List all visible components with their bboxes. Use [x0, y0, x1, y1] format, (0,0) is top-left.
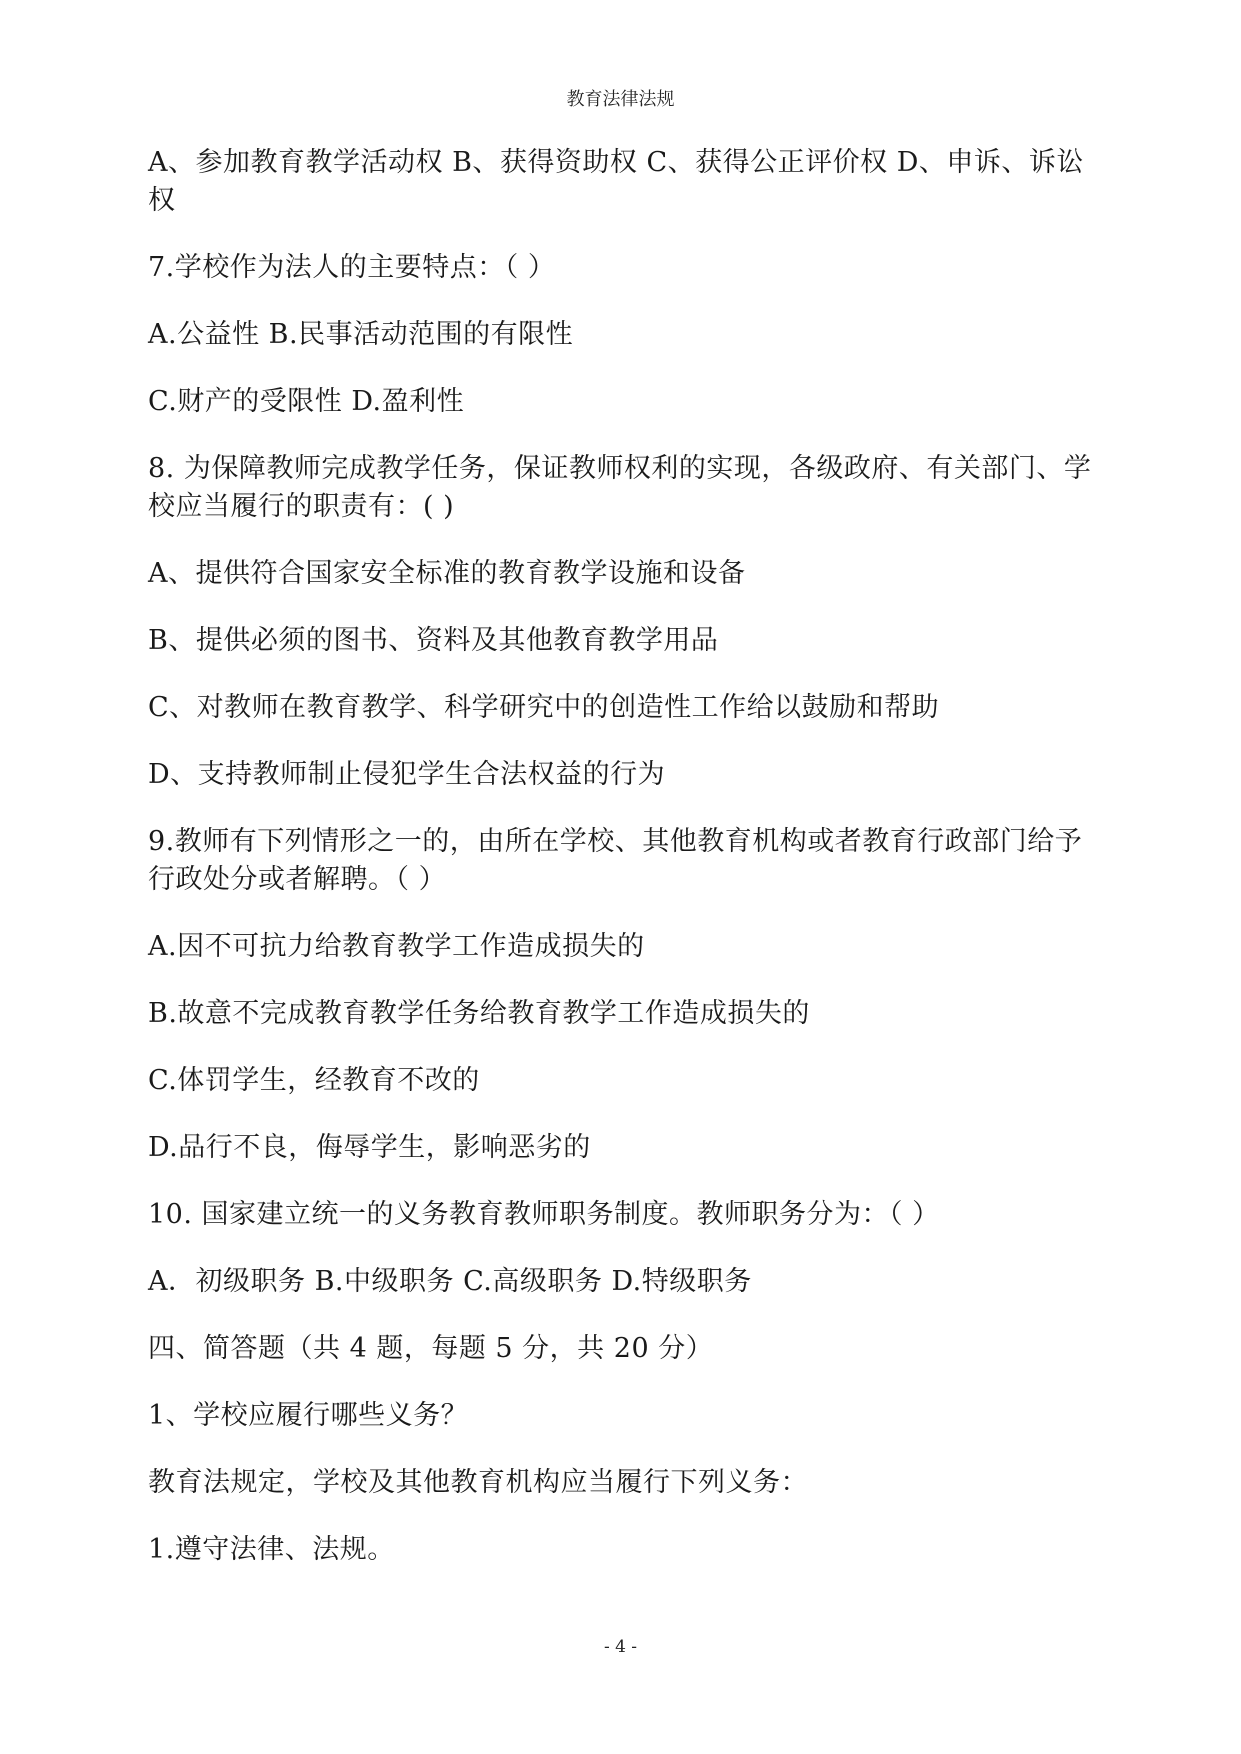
q8-question: 8. 为保障教师完成教学任务，保证教师权利的实现，各级政府、有关部门、学校应当履行的职责有：( )	[148, 453, 1092, 522]
q8-option-c: C、对教师在教育教学、科学研究中的创造性工作给以鼓励和帮助	[148, 692, 940, 723]
q10-options: A．初级职务 B.中级职务 C.高级职务 D.特级职务	[148, 1266, 752, 1297]
q8-option-d: D、支持教师制止侵犯学生合法权益的行为	[148, 759, 666, 790]
q7-options-cd: C.财产的受限性 D.盈利性	[148, 386, 465, 417]
q9-option-c: C.体罚学生，经教育不改的	[148, 1065, 480, 1096]
answer-item-1: 1.遵守法律、法规。	[148, 1534, 395, 1565]
q8-option-a: A、提供符合国家安全标准的教育教学设施和设备	[148, 558, 746, 589]
q9-option-d: D.品行不良，侮辱学生，影响恶劣的	[148, 1132, 591, 1163]
q9-option-a: A.因不可抗力给教育教学工作造成损失的	[148, 931, 645, 962]
page-body	[148, 144, 1108, 1598]
q10-question: 10. 国家建立统一的义务教育教师职务制度。教师职务分为：（ ）	[148, 1199, 940, 1230]
page-header-title: 教育法律法规	[566, 89, 675, 110]
q7-options-ab: A.公益性 B.民事活动范围的有限性	[148, 319, 574, 350]
answer-intro: 教育法规定，学校及其他教育机构应当履行下列义务：	[148, 1467, 808, 1498]
page-number: - 4 -	[603, 1637, 638, 1657]
q8-option-b: B、提供必须的图书、资料及其他教育教学用品	[148, 625, 719, 656]
q9-question: 9.教师有下列情形之一的，由所在学校、其他教育机构或者教育行政部门给予行政处分或者解聘。（ ）	[148, 826, 1083, 895]
short-answer-q1: 1、学校应履行哪些义务？	[148, 1400, 469, 1431]
q6-options-line: A、参加教育教学活动权 B、获得资助权 C、获得公正评价权 D、申诉、诉讼权	[148, 147, 1084, 216]
q9-option-b: B.故意不完成教育教学任务给教育教学工作造成损失的	[148, 998, 810, 1029]
section-heading: 四、简答题（共 4 题，每题 5 分，共 20 分）	[148, 1333, 714, 1364]
q7-question: 7.学校作为法人的主要特点：（ ）	[148, 252, 556, 283]
